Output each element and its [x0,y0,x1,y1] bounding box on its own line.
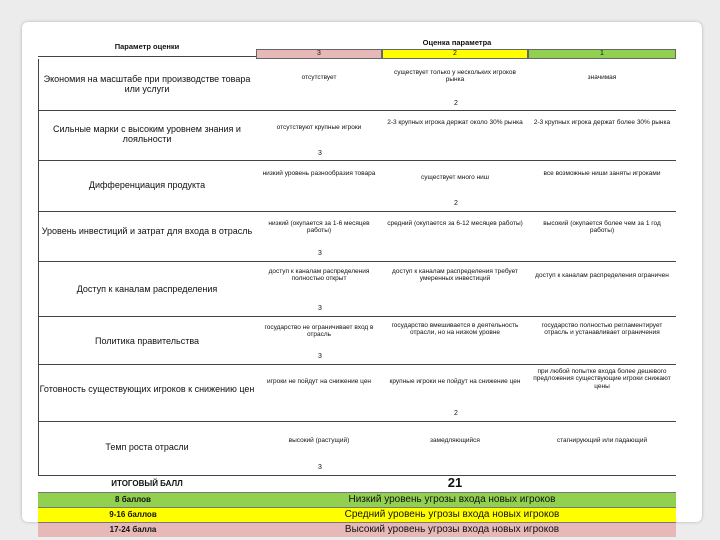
row-7-score: 2 [454,410,458,417]
criterion-4: Уровень инвестиций и затрат для входа в отрасль [41,226,253,236]
row-8-divider [38,475,676,476]
total-label: ИТОГОВЫЙ БАЛЛ [111,479,183,488]
row-6-divider [38,364,676,365]
criterion-7: Готовность существующих игроков к снижению цен [39,384,255,394]
row-4-score: 3 [318,250,322,257]
row-5-level-1: доступ к каналам распределения ограничен [535,272,669,279]
band-high [38,522,676,537]
param-header: Параметр оценки [114,42,180,51]
criterion-1: Экономия на масштабе при производстве товара или услуги [43,74,251,95]
row-8-level-3: высокий (растущий) [288,437,350,444]
slide [22,22,702,535]
row-5-divider [38,316,676,317]
row-1-divider [38,110,676,111]
row-7-level-1: при любой попытке входа более дешевого предложения существующие игроки снижают цены [533,368,671,390]
row-4-level-1: высокий (окупается более чем за 1 год работы) [543,220,661,235]
row-4-level-2: средний (окупается за 6-12 месяцев работы) [387,220,523,227]
level-3-label: 3 [317,50,321,57]
row-2-score: 3 [318,150,322,157]
row-3-score: 2 [454,200,458,207]
level-1-label: 1 [600,50,604,57]
row-4-divider [38,261,676,262]
row-2-divider [38,160,676,161]
row-8-score: 3 [318,464,322,471]
row-6-level-2: государство вмешивается в деятельность отрасли, но на низком уровне [391,322,519,337]
row-6-score: 3 [318,353,322,360]
row-6-level-1: государство полностью регламентирует отрасль и устанавливает ограничения [541,322,663,337]
row-3-level-2: существует много ниш [420,174,490,181]
criterion-3: Дифференциация продукта [88,180,206,190]
row-2-level-3: отсутствуют крупные игроки [276,124,362,131]
criterion-2: Сильные марки с высоким уровнем знания и лояльности [53,124,241,145]
level-2-label: 2 [453,50,457,57]
row-4-level-3: низкий (окупается за 1-6 месяцев работы) [268,220,370,235]
row-7-level-3: игроки не пойдут на снижение цен [266,378,372,385]
row-5-level-2: доступ к каналам распределения требует умеренных инвестиций [392,268,518,283]
row-3-level-3: низкий уровень разнообразия товара [262,170,376,177]
band-medium-label: 9-16 баллов [109,510,157,519]
criterion-column-border [38,59,39,475]
row-2-level-1: 2-3 крупных игрока держат более 30% рынка [533,119,671,126]
row-8-level-1: стагнирующий или падающий [556,437,648,444]
row-6-level-3: государство не ограничивает вход в отрасль [264,324,374,339]
band-low-label: 8 баллов [115,495,151,504]
band-high-label: 17-24 балла [109,525,157,534]
band-low [38,492,676,507]
row-7-level-2: крупные игроки не пойдут на снижение цен [389,378,521,385]
row-1-level-1: значимая [587,74,617,81]
band-high-desc: Высокий уровень угрозы входа новых игроков [344,524,560,535]
criterion-6: Политика правительства [94,336,199,346]
total-value: 21 [447,475,463,490]
row-3-divider [38,211,676,212]
level-2-header [382,49,528,59]
row-5-level-3: доступ к каналам распределения полностью открыт [268,268,370,283]
row-2-level-2: 2-3 крупных игрока держат около 30% рынка [387,119,523,126]
level-3-header [256,49,382,59]
row-3-level-1: все возможные ниши заняты игроками [543,170,661,177]
row-1-level-2: существует только у нескольких игроков рынка [393,69,516,84]
band-low-desc: Низкий уровень угрозы входа новых игроков [348,494,556,505]
level-1-header [528,49,676,59]
row-8-level-2: замедляющийся [430,437,480,444]
criterion-5: Доступ к каналам распределения [76,284,218,294]
row-1-level-3: отсутствует [301,74,337,81]
row-5-score: 3 [318,305,322,312]
rating-header: Оценка параметра [422,38,492,47]
header-underline-left [38,56,256,57]
band-medium [38,507,676,522]
row-1-score: 2 [454,100,458,107]
row-7-divider [38,421,676,422]
band-medium-desc: Средний уровень угрозы входа новых игроков [344,509,560,520]
criterion-8: Темп роста отрасли [105,442,189,452]
